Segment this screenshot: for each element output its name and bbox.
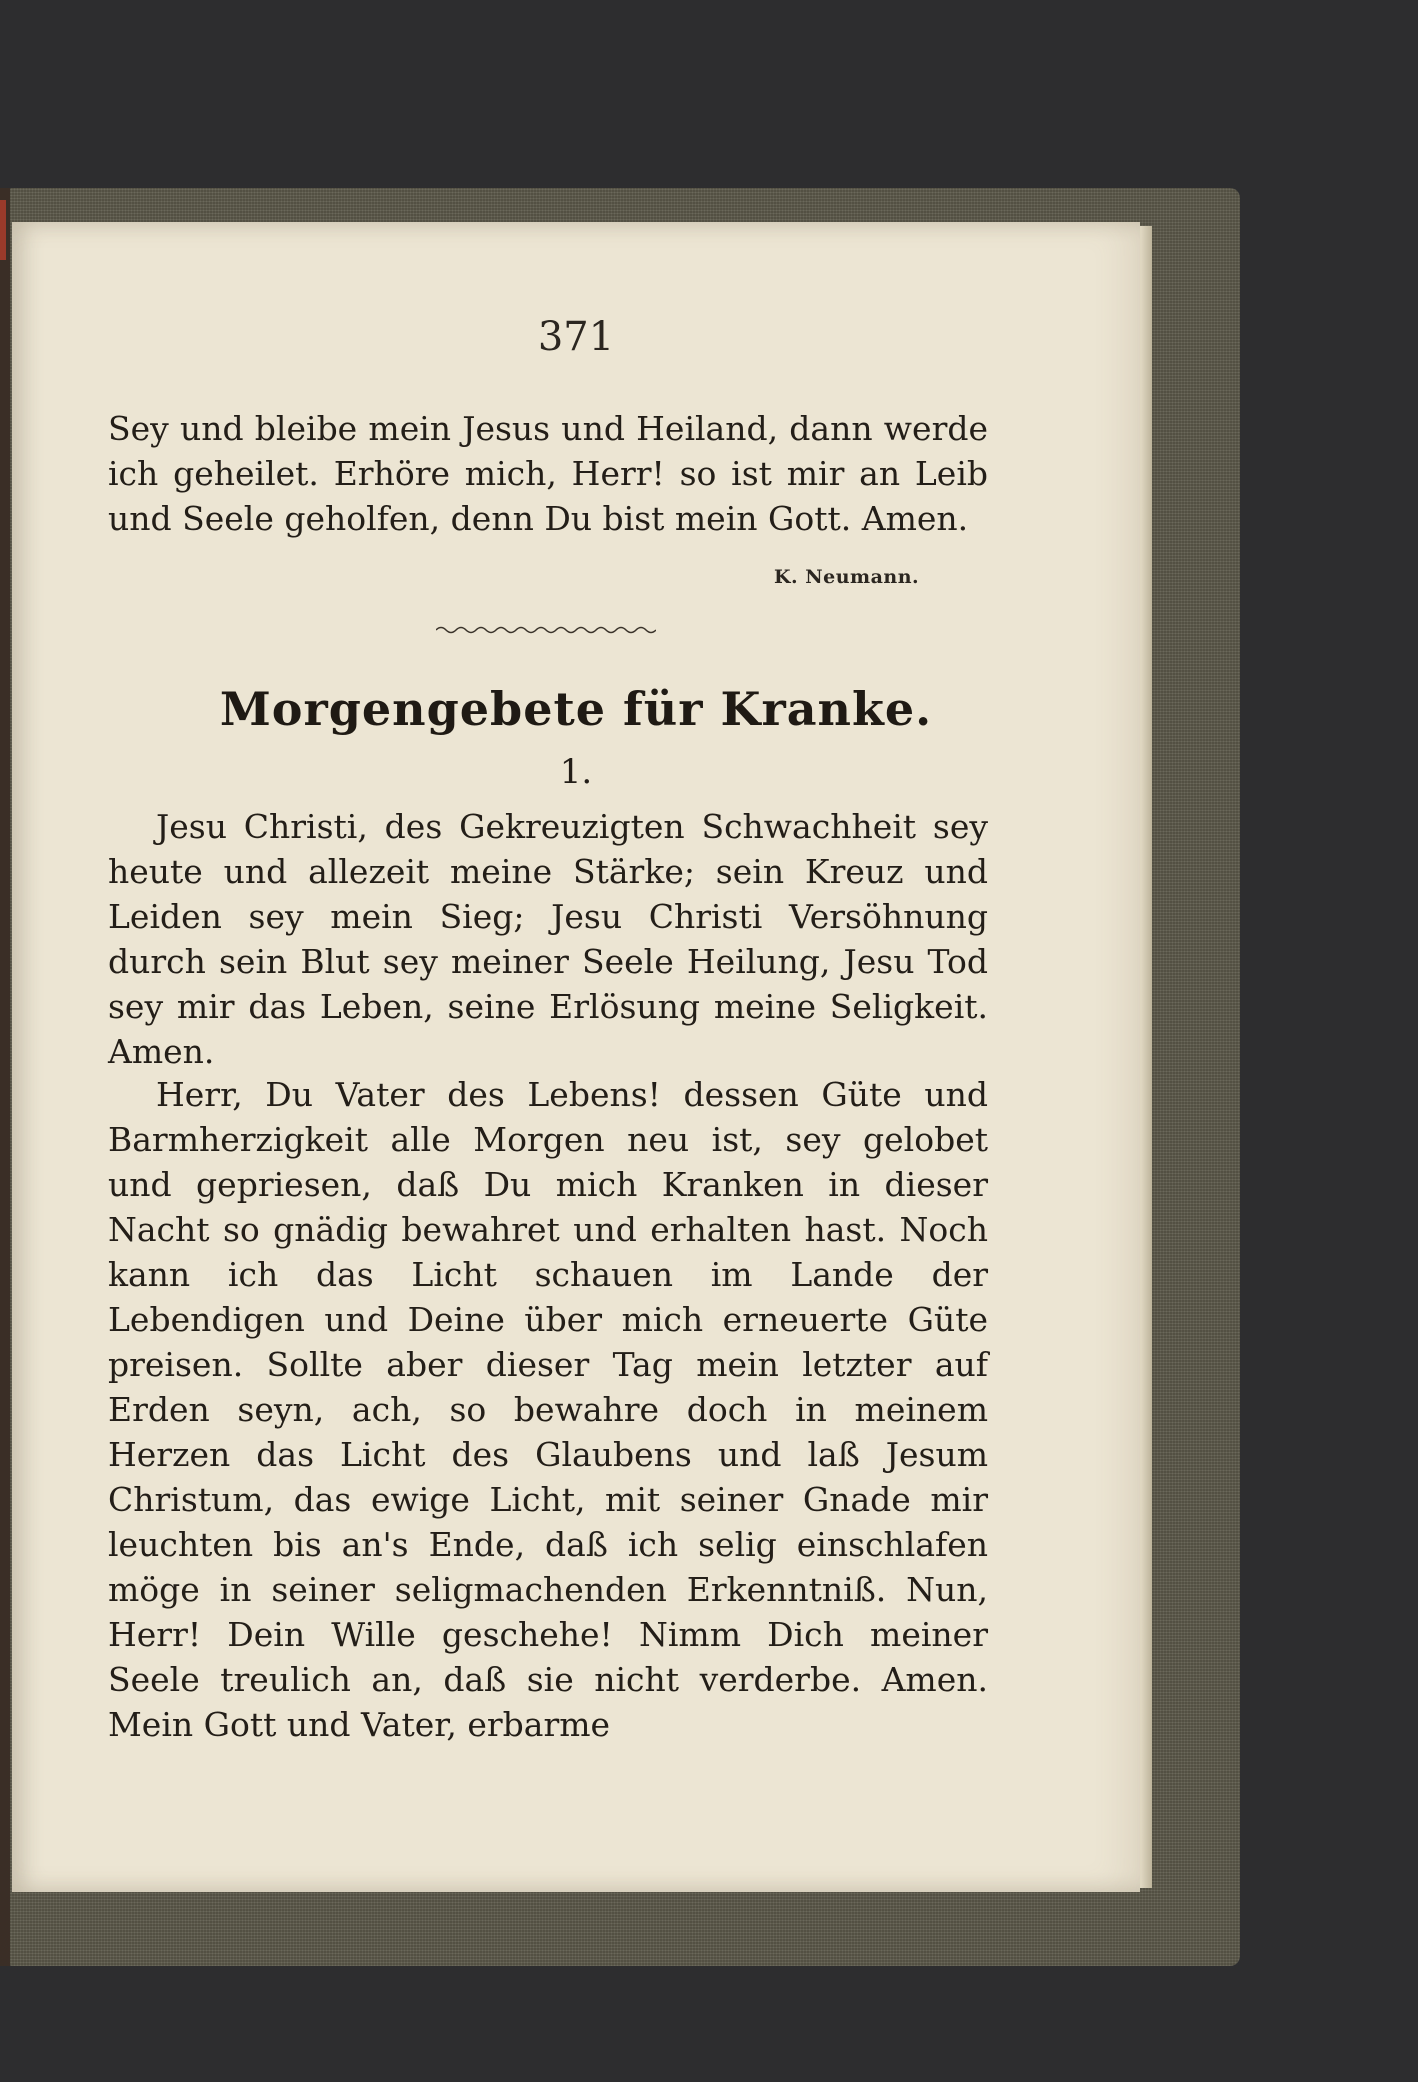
prayer-paragraph-2: Herr, Du Vater des Lebens! dessen Güte und Barmherzigkeit alle Morgen neu ist, sey gelobet und gepriesen, daß Du mich Kranken in dieser Nacht so gnädig bewahret und erhalten hast. Noch kann ich das Licht schauen im Lande der Lebendigen und Deine über mich erneuerte Güte preisen. Sollte aber dieser Tag mein letzter auf Erden seyn, ach, so bewahre doch in meinem Herzen das Licht des Glaubens und laß Jesum Christum, das ewige Licht, mit seiner Gnade mir leuchten bis an's Ende, daß ich selig einschlafen möge in seiner seligmachenden Erkenntniß. Nun, Herr! Dein Wille geschehe! Nimm Dich meiner Seele treulich an, daß sie nicht verderbe. Amen. Mein Gott und Vater, erbarme [108,1075,988,1744]
wavy-divider-ornament [436,624,656,636]
book-spine-edge [0,188,10,1966]
prayer-number: 1. [559,752,593,792]
section-heading: Morgengebete für Kranke. [219,682,933,736]
ribbon-marker [0,200,6,260]
page-number: 371 [537,314,615,360]
prayer-paragraph-1: Jesu Christi, des Gekreuzigten Schwachheit sey heute und allezeit meine Stärke; sein Kreuz und Leiden sey mein Sieg; Jesu Christi Versöhnung durch sein Blut sey meiner Seele Heilung, Jesu Tod sey mir das Leben, seine Erlösung meine Seligkeit. Amen. [108,807,988,1071]
continuation-text: Sey und bleibe mein Jesus und Heiland, dann werde ich geheilet. Erhöre mich, Herr! so ist mir an Leib und Seele geholfen, denn Du bist mein Gott. Amen. [108,409,988,538]
book-page [12,222,1140,1892]
author-attribution: K. Neumann. [774,566,920,588]
